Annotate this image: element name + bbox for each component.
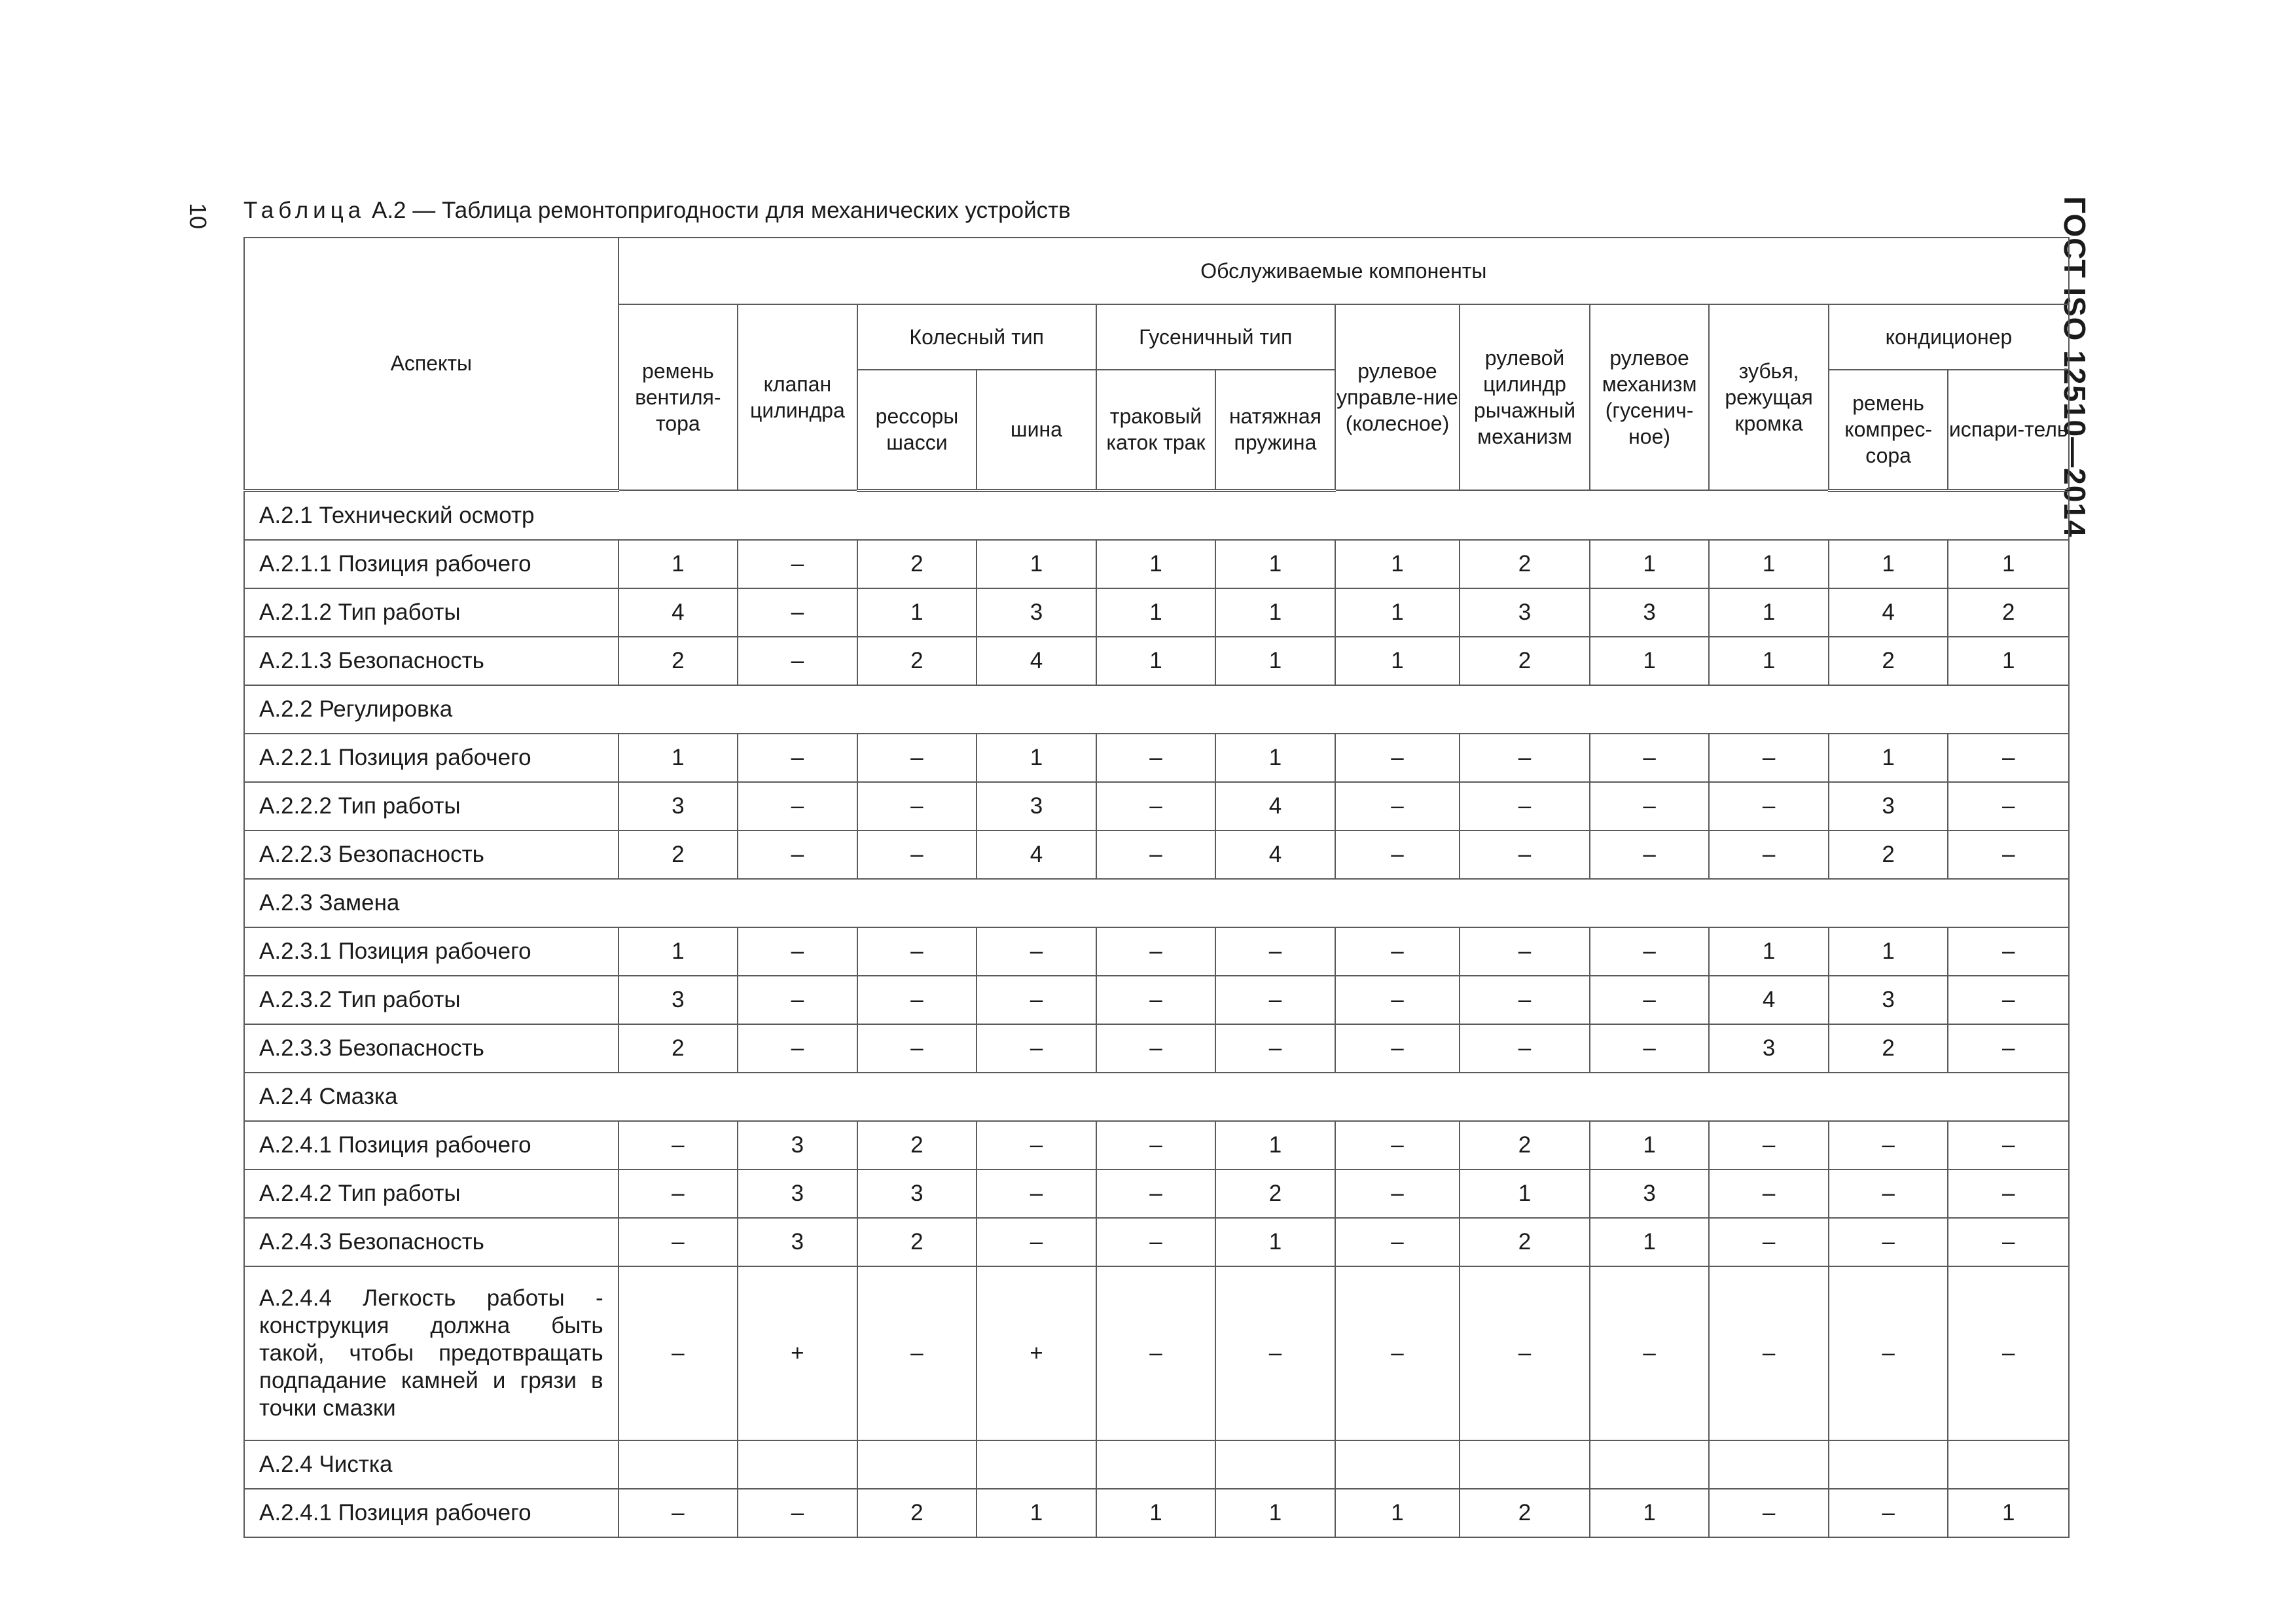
value-cell: – — [1948, 1218, 2069, 1266]
value-cell: 1 — [1829, 927, 1948, 976]
value-cell: 3 — [1590, 588, 1710, 637]
value-cell: – — [857, 1266, 977, 1440]
value-cell: – — [1829, 1169, 1948, 1218]
value-cell: – — [1709, 1266, 1829, 1440]
empty-cell — [1709, 1440, 1829, 1489]
value-cell: 1 — [1215, 1218, 1335, 1266]
value-cell: – — [619, 1218, 738, 1266]
header-track-roller: траковый каток трак — [1096, 370, 1216, 490]
header-steering-wheeled: рулевое управле-ние (колесное) — [1335, 304, 1460, 490]
row-label: А.2.4.4 Легкость работы - конструкция должна быть такой, чтобы предотвращать подпадание камней и грязи в точки смазки — [244, 1266, 619, 1440]
value-cell: 2 — [619, 637, 738, 685]
value-cell: 3 — [1829, 976, 1948, 1024]
value-cell: – — [1215, 927, 1335, 976]
value-cell: 3 — [619, 976, 738, 1024]
row-label: А.2.4.1 Позиция рабочего — [244, 1121, 619, 1169]
value-cell: – — [1215, 1024, 1335, 1073]
value-cell: – — [977, 976, 1096, 1024]
value-cell: 3 — [738, 1169, 857, 1218]
value-cell: – — [1335, 1024, 1460, 1073]
value-cell: – — [1829, 1489, 1948, 1537]
value-cell: 3 — [1709, 1024, 1829, 1073]
value-cell: 2 — [1460, 1218, 1590, 1266]
value-cell: 1 — [977, 734, 1096, 782]
value-cell: – — [1590, 1266, 1710, 1440]
row-label: А.2.3.2 Тип работы — [244, 976, 619, 1024]
value-cell: – — [738, 830, 857, 879]
value-cell: 2 — [857, 1218, 977, 1266]
section-row — [244, 685, 2069, 734]
value-cell: – — [1460, 1024, 1590, 1073]
row-label: А.2.4.3 Безопасность — [244, 1218, 619, 1266]
value-cell: – — [1948, 1266, 2069, 1440]
value-cell: 1 — [1709, 540, 1829, 588]
value-cell: 1 — [1829, 734, 1948, 782]
value-cell: 2 — [1215, 1169, 1335, 1218]
row-label: А.2.2.1 Позиция рабочего — [244, 734, 619, 782]
value-cell: 2 — [619, 1024, 738, 1073]
empty-cell — [857, 1440, 977, 1489]
value-cell: 2 — [857, 1489, 977, 1537]
section-row — [244, 1440, 2069, 1489]
value-cell: 2 — [1460, 1489, 1590, 1537]
value-cell: – — [857, 1024, 977, 1073]
value-cell: 1 — [1215, 637, 1335, 685]
empty-cell — [1215, 1440, 1335, 1489]
value-cell: 1 — [1335, 1489, 1460, 1537]
value-cell: 2 — [1829, 637, 1948, 685]
value-cell: – — [1829, 1266, 1948, 1440]
value-cell: – — [1335, 782, 1460, 830]
value-cell: – — [1096, 830, 1216, 879]
value-cell: – — [1096, 1121, 1216, 1169]
header-steering-tracked: рулевое механизм (гусенич-ное) — [1590, 304, 1710, 490]
value-cell: 1 — [1948, 1489, 2069, 1537]
value-cell: – — [1709, 830, 1829, 879]
value-cell: – — [1590, 976, 1710, 1024]
row-label: А.2.4.1 Позиция рабочего — [244, 1489, 619, 1537]
value-cell: 2 — [1829, 830, 1948, 879]
value-cell: – — [1335, 927, 1460, 976]
value-cell: – — [738, 734, 857, 782]
value-cell: 2 — [1460, 540, 1590, 588]
row-label: А.2.1.3 Безопасность — [244, 637, 619, 685]
row-label: А.2.3.1 Позиция рабочего — [244, 927, 619, 976]
value-cell: – — [738, 976, 857, 1024]
value-cell: 1 — [977, 1489, 1096, 1537]
section-title: А.2.4 Чистка — [244, 1440, 619, 1489]
value-cell: 1 — [1096, 540, 1216, 588]
value-cell: 1 — [1215, 588, 1335, 637]
table-row — [244, 1218, 2069, 1266]
value-cell: – — [1460, 782, 1590, 830]
value-cell: – — [1460, 976, 1590, 1024]
header-tension-spring: натяжная пружина — [1215, 370, 1335, 490]
value-cell: 4 — [1215, 782, 1335, 830]
header-chassis-springs: рессоры шасси — [857, 370, 977, 490]
value-cell: 1 — [619, 540, 738, 588]
page-number: 10 — [185, 202, 211, 230]
value-cell: – — [1590, 927, 1710, 976]
value-cell: 4 — [619, 588, 738, 637]
value-cell: 1 — [1335, 637, 1460, 685]
value-cell: 1 — [1709, 637, 1829, 685]
value-cell: – — [738, 1024, 857, 1073]
value-cell: 1 — [619, 734, 738, 782]
value-cell: 1 — [1590, 1489, 1710, 1537]
value-cell: + — [738, 1266, 857, 1440]
value-cell: – — [1829, 1121, 1948, 1169]
value-cell: – — [1096, 1024, 1216, 1073]
value-cell: – — [977, 1024, 1096, 1073]
value-cell: – — [857, 830, 977, 879]
header-aspects: Аспекты — [244, 238, 619, 490]
value-cell: – — [619, 1266, 738, 1440]
value-cell: 3 — [738, 1121, 857, 1169]
table-row — [244, 1121, 2069, 1169]
value-cell: – — [738, 927, 857, 976]
value-cell: – — [1709, 1489, 1829, 1537]
table-row — [244, 1024, 2069, 1073]
table-body — [244, 490, 2069, 1537]
value-cell: – — [1948, 1169, 2069, 1218]
value-cell: 3 — [1829, 782, 1948, 830]
value-cell: 1 — [1096, 1489, 1216, 1537]
value-cell: – — [1590, 1024, 1710, 1073]
row-label: А.2.1.2 Тип работы — [244, 588, 619, 637]
value-cell: – — [1460, 734, 1590, 782]
standard-identifier: ГОСТ ISO 12510—2014 — [2058, 196, 2092, 538]
value-cell: – — [857, 927, 977, 976]
table-row — [244, 782, 2069, 830]
value-cell: – — [738, 1489, 857, 1537]
value-cell: 1 — [1460, 1169, 1590, 1218]
table-row — [244, 734, 2069, 782]
value-cell: – — [1335, 1266, 1460, 1440]
table-row — [244, 1266, 2069, 1440]
section-row — [244, 879, 2069, 927]
value-cell: – — [1096, 976, 1216, 1024]
header-wheeled-type: Колесный тип — [857, 304, 1096, 370]
value-cell: – — [977, 927, 1096, 976]
table-row — [244, 1169, 2069, 1218]
header-compressor-belt: ремень компрес-сора — [1829, 370, 1948, 490]
empty-cell — [1829, 1440, 1948, 1489]
value-cell: – — [1948, 1024, 2069, 1073]
table-row — [244, 830, 2069, 879]
header-fan-belt: ремень вентиля-тора — [619, 304, 738, 490]
value-cell: 1 — [1590, 540, 1710, 588]
value-cell: 2 — [857, 540, 977, 588]
value-cell: 1 — [1215, 540, 1335, 588]
value-cell: – — [977, 1169, 1096, 1218]
header-teeth-edge: зубья, режущая кромка — [1709, 304, 1829, 490]
table-caption-text: А.2 — Таблица ремонтопригодности для механических устройств — [371, 198, 1071, 223]
value-cell: 4 — [1215, 830, 1335, 879]
value-cell: – — [738, 540, 857, 588]
value-cell: 1 — [1948, 637, 2069, 685]
section-title: А.2.4 Смазка — [244, 1073, 2069, 1121]
value-cell: – — [738, 782, 857, 830]
empty-cell — [619, 1440, 738, 1489]
value-cell: 2 — [1460, 637, 1590, 685]
empty-cell — [1096, 1440, 1216, 1489]
table-row — [244, 540, 2069, 588]
section-title: А.2.1 Технический осмотр — [244, 490, 2069, 540]
value-cell: – — [619, 1489, 738, 1537]
header-cylinder-valve: клапан цилиндра — [738, 304, 857, 490]
value-cell: 3 — [977, 782, 1096, 830]
value-cell: – — [857, 976, 977, 1024]
table-caption-label: Таблица — [243, 198, 366, 223]
header-tire: шина — [977, 370, 1096, 490]
row-label: А.2.1.1 Позиция рабочего — [244, 540, 619, 588]
value-cell: – — [738, 588, 857, 637]
value-cell: 4 — [977, 830, 1096, 879]
value-cell: – — [977, 1121, 1096, 1169]
value-cell: – — [1460, 1266, 1590, 1440]
value-cell: 1 — [1590, 1218, 1710, 1266]
section-row — [244, 1073, 2069, 1121]
empty-cell — [1335, 1440, 1460, 1489]
value-cell: – — [1215, 976, 1335, 1024]
value-cell: – — [1709, 782, 1829, 830]
value-cell: 2 — [1829, 1024, 1948, 1073]
value-cell: 1 — [1590, 637, 1710, 685]
empty-cell — [1948, 1440, 2069, 1489]
table-row — [244, 927, 2069, 976]
value-cell: 1 — [1829, 540, 1948, 588]
value-cell: – — [1709, 1169, 1829, 1218]
value-cell: 1 — [1709, 588, 1829, 637]
value-cell: – — [1948, 734, 2069, 782]
value-cell: – — [1335, 1169, 1460, 1218]
value-cell: – — [1948, 830, 2069, 879]
value-cell: – — [1335, 1121, 1460, 1169]
value-cell: 1 — [1590, 1121, 1710, 1169]
value-cell: – — [1215, 1266, 1335, 1440]
value-cell: 2 — [857, 637, 977, 685]
value-cell: 1 — [1096, 637, 1216, 685]
value-cell: – — [1335, 976, 1460, 1024]
value-cell: 1 — [857, 588, 977, 637]
value-cell: – — [1948, 927, 2069, 976]
value-cell: – — [977, 1218, 1096, 1266]
empty-cell — [1460, 1440, 1590, 1489]
row-label: А.2.2.3 Безопасность — [244, 830, 619, 879]
value-cell: – — [738, 637, 857, 685]
header-serviced-components: Обслуживаемые компоненты — [619, 238, 2069, 304]
section-title: А.2.2 Регулировка — [244, 685, 2069, 734]
value-cell: – — [1096, 1266, 1216, 1440]
value-cell: – — [1948, 782, 2069, 830]
table-row — [244, 1489, 2069, 1537]
value-cell: 3 — [1460, 588, 1590, 637]
header-evaporator: испари-тель — [1948, 370, 2069, 490]
header-tracked-type: Гусеничный тип — [1096, 304, 1335, 370]
row-label: А.2.3.3 Безопасность — [244, 1024, 619, 1073]
value-cell: 3 — [857, 1169, 977, 1218]
value-cell: – — [1096, 1218, 1216, 1266]
value-cell: 3 — [1590, 1169, 1710, 1218]
value-cell: – — [619, 1169, 738, 1218]
value-cell: – — [1335, 734, 1460, 782]
value-cell: 2 — [857, 1121, 977, 1169]
maintainability-table — [243, 237, 2070, 1538]
value-cell: 1 — [1948, 540, 2069, 588]
value-cell: – — [1590, 734, 1710, 782]
value-cell: – — [1709, 734, 1829, 782]
value-cell: – — [1460, 830, 1590, 879]
empty-cell — [977, 1440, 1096, 1489]
header-air-conditioner: кондиционер — [1829, 304, 2069, 370]
value-cell: 1 — [1215, 1489, 1335, 1537]
value-cell: – — [1709, 1218, 1829, 1266]
value-cell: 4 — [1829, 588, 1948, 637]
value-cell: 4 — [1709, 976, 1829, 1024]
value-cell: – — [1096, 734, 1216, 782]
value-cell: 1 — [1709, 927, 1829, 976]
value-cell: 1 — [1335, 588, 1460, 637]
table-row — [244, 976, 2069, 1024]
value-cell: 1 — [1335, 540, 1460, 588]
value-cell: 3 — [738, 1218, 857, 1266]
value-cell: 1 — [977, 540, 1096, 588]
header-steering-cylinder: рулевой цилиндр рычажный механизм — [1460, 304, 1590, 490]
row-label: А.2.4.2 Тип работы — [244, 1169, 619, 1218]
value-cell: 2 — [619, 830, 738, 879]
value-cell: – — [857, 734, 977, 782]
value-cell: + — [977, 1266, 1096, 1440]
section-row — [244, 490, 2069, 540]
value-cell: – — [1829, 1218, 1948, 1266]
empty-cell — [1590, 1440, 1710, 1489]
value-cell: – — [1709, 1121, 1829, 1169]
section-title: А.2.3 Замена — [244, 879, 2069, 927]
value-cell: – — [1096, 1169, 1216, 1218]
value-cell: – — [1948, 1121, 2069, 1169]
value-cell: – — [1590, 782, 1710, 830]
row-label: А.2.2.2 Тип работы — [244, 782, 619, 830]
value-cell: – — [619, 1121, 738, 1169]
value-cell: 1 — [1096, 588, 1216, 637]
value-cell: 3 — [977, 588, 1096, 637]
value-cell: 4 — [977, 637, 1096, 685]
value-cell: 3 — [619, 782, 738, 830]
value-cell: – — [1096, 927, 1216, 976]
value-cell: – — [1948, 976, 2069, 1024]
value-cell: – — [1335, 830, 1460, 879]
value-cell: 2 — [1948, 588, 2069, 637]
value-cell: – — [1335, 1218, 1460, 1266]
value-cell: – — [1460, 927, 1590, 976]
empty-cell — [738, 1440, 857, 1489]
value-cell: – — [1096, 782, 1216, 830]
value-cell: – — [857, 782, 977, 830]
value-cell: – — [1590, 830, 1710, 879]
table-row — [244, 637, 2069, 685]
value-cell: 1 — [619, 927, 738, 976]
table-caption — [243, 198, 1071, 224]
table-row — [244, 588, 2069, 637]
value-cell: 1 — [1215, 1121, 1335, 1169]
value-cell: 2 — [1460, 1121, 1590, 1169]
value-cell: 1 — [1215, 734, 1335, 782]
